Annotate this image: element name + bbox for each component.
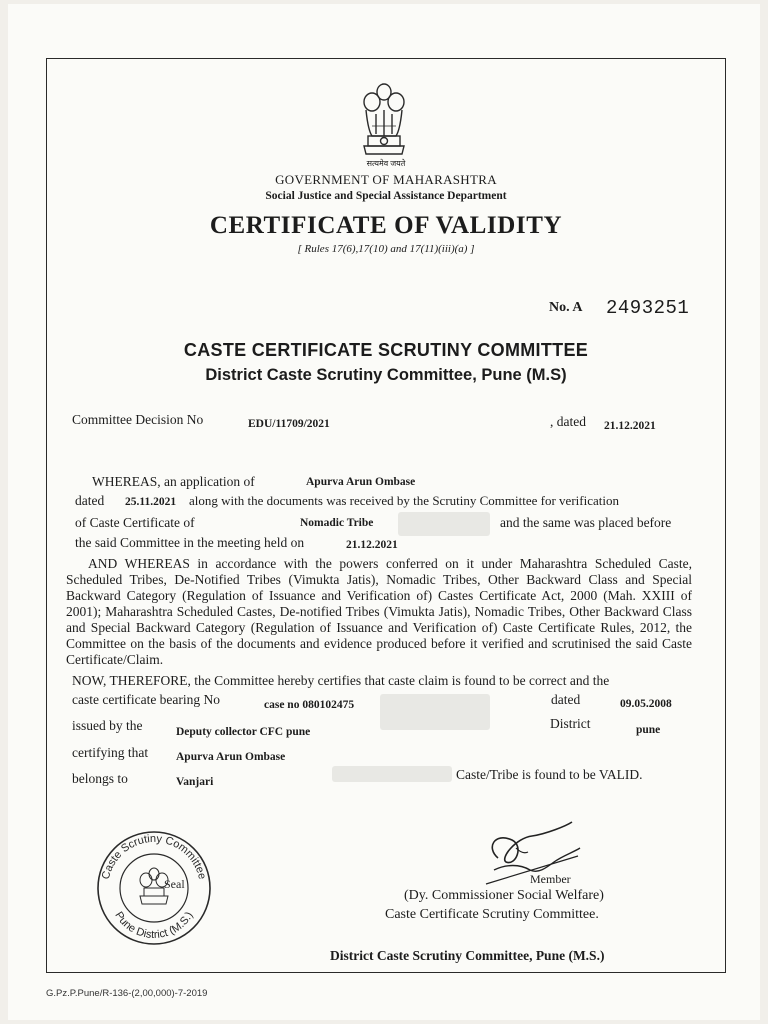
meeting-label: the said Committee in the meeting held on [75, 535, 305, 550]
district-value: pune [636, 724, 661, 736]
issued-by-label: issued by the [72, 718, 143, 733]
footer-committee-name: District Caste Scrutiny Committee, Pune (M.S.) [330, 948, 605, 963]
seal-bottom-text: Pune District (M.S.) [112, 909, 196, 942]
decision-dated-label: , dated [550, 414, 586, 429]
stamp-smudge [398, 512, 490, 536]
decision-date: 21.12.2021 [604, 420, 656, 432]
now-therefore-text: NOW, THEREFORE, the Committee hereby certifies that caste claim is found to be correct and the [72, 673, 610, 688]
and-whereas-paragraph: AND WHEREAS in accordance with the powers conferred on it under Maharashtra Scheduled Caste, Scheduled Tribes, De-Notified Tribes (Vimukta Jatis), Nomadic Tribes, Other Backward Class and Special Backward Category (Regulation of Issuance and Verification of) Castes Certificate Act, 2000 (Mah. XXIII of 2001); Maharashtra Scheduled Castes, De-notified Tribes (Vimukta Jatis), Nomadic Tribes, Other Backward Class and Special Backward Category (Regulation of Issuance and Verification of) Caste Certificate Rules, 2012, the Committee on the basis of the documents and evidence produced before it verified and scrutinised the said Caste Certificate/Claim. [66, 556, 692, 667]
department-heading: Social Justice and Special Assistance Department [265, 190, 507, 202]
signatory-designation: (Dy. Commissioner Social Welfare) [404, 888, 604, 903]
caste-name: Vanjari [176, 776, 214, 788]
emblem-motto: सत्यमेव जयते [366, 159, 406, 168]
certificate-number: 2493251 [606, 297, 690, 319]
placed-before-text: and the same was placed before [500, 515, 672, 530]
whereas-label: WHEREAS, an application of [92, 474, 255, 489]
committee-main-heading: CASTE CERTIFICATE SCRUTINY COMMITTEE [183, 340, 589, 360]
stamp-smudge [332, 766, 452, 782]
bearing-number: case no 080102475 [264, 699, 355, 711]
rules-reference: [ Rules 17(6),17(10) and 17(11)(iii)(a) ] [297, 243, 475, 255]
government-heading: GOVERNMENT OF MAHARASHTRA [275, 172, 497, 187]
district-label: District [550, 716, 591, 731]
seal-center-text: Seal [164, 877, 185, 891]
valid-text: Caste/Tribe is found to be VALID. [456, 767, 643, 782]
certificate-number-label: No. A [549, 300, 583, 315]
application-dated-label: dated [75, 493, 105, 508]
belongs-to-label: belongs to [72, 771, 128, 786]
member-label: Member [530, 872, 571, 886]
committee-seal-icon [90, 822, 218, 950]
caste-category: Nomadic Tribe [300, 517, 374, 529]
certifying-label: certifying that [72, 745, 149, 760]
seal-top-text: Caste Scrutiny Committee [99, 832, 209, 881]
bearing-dated-label: dated [551, 692, 581, 707]
caste-certificate-of-label: of Caste Certificate of [75, 515, 195, 530]
stamp-smudge [380, 694, 490, 730]
application-date: 25.11.2021 [125, 496, 177, 508]
meeting-date: 21.12.2021 [346, 539, 398, 551]
issued-by: Deputy collector CFC pune [176, 726, 311, 738]
bearing-date: 09.05.2008 [620, 698, 672, 710]
committee-district-heading: District Caste Scrutiny Committee, Pune (M.S) [205, 366, 567, 384]
ashoka-emblem-icon [356, 80, 412, 170]
signatory-committee: Caste Certificate Scrutiny Committee. [385, 907, 599, 922]
decision-number: EDU/11709/2021 [248, 418, 330, 430]
certified-person: Apurva Arun Ombase [176, 751, 286, 763]
print-code: G.Pz.P.Pune/R-136-(2,00,000)-7-2019 [46, 988, 208, 999]
bearing-label: caste certificate bearing No [72, 692, 221, 707]
decision-label: Committee Decision No [72, 412, 204, 427]
applicant-name: Apurva Arun Ombase [306, 476, 416, 488]
certificate-title: CERTIFICATE OF VALIDITY [209, 212, 563, 239]
received-text: along with the documents was received by the Scrutiny Committee for verification [189, 493, 619, 508]
svg-text:Caste Scrutiny Committee [100, 833, 208, 881]
